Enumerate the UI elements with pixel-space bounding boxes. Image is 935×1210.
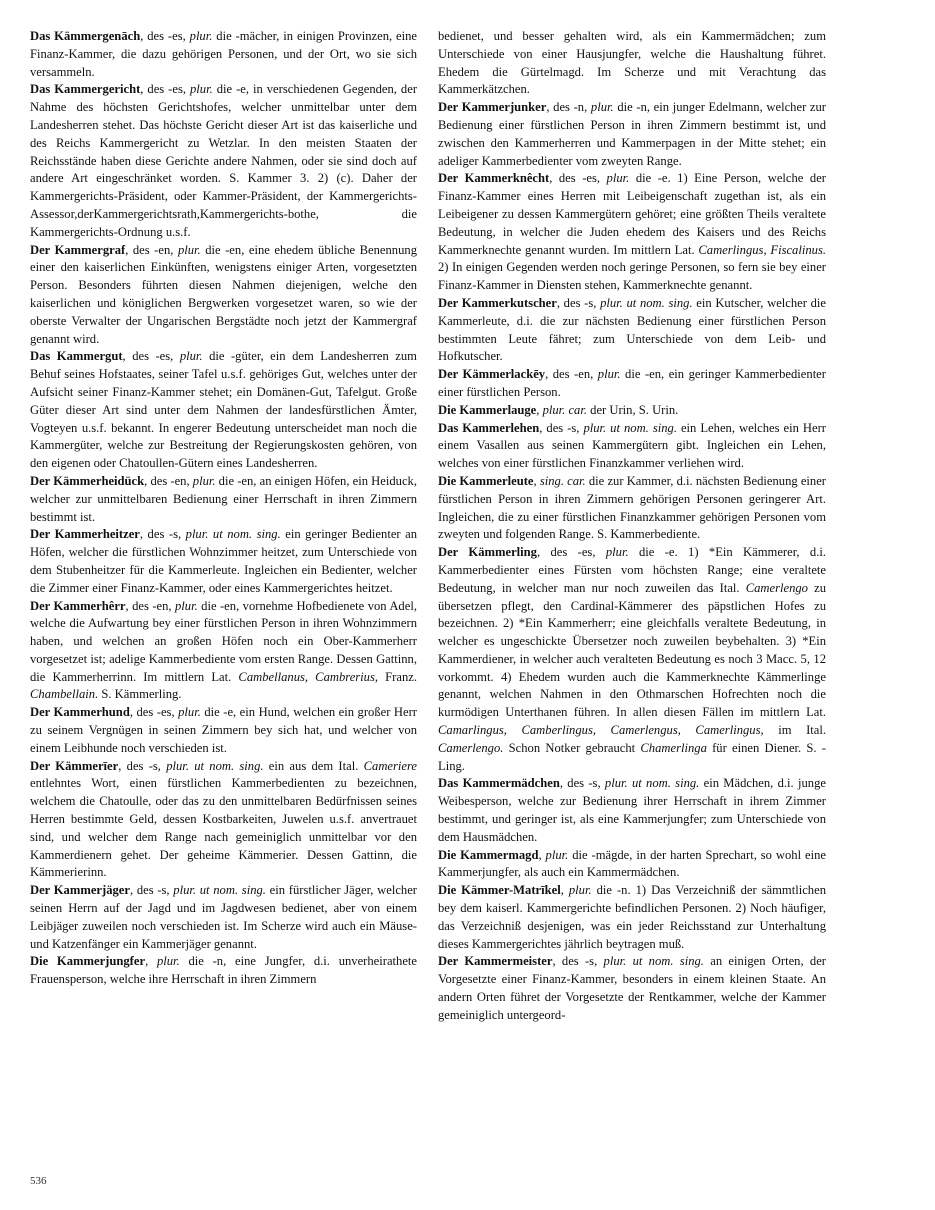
entry-headword: Der Kammergraf <box>30 242 126 257</box>
dictionary-entry <box>438 170 826 295</box>
dictionary-entry <box>438 473 826 544</box>
dictionary-entry <box>30 598 417 705</box>
entry-text: , <box>533 473 540 488</box>
dictionary-entry <box>438 295 826 366</box>
entry-headword: Der Kämmerlackēy <box>438 367 546 382</box>
italic-text: sing. car. <box>539 473 586 488</box>
entry-headword: Das Kammergericht <box>30 82 141 97</box>
left-column <box>30 28 417 989</box>
entry-text: entlehntes Wort, einen fürstlichen Kammerbedienten zu bezeichnen, welchem die Chatoulle, oder das zu den unmittelbaren Bedürfnissen seines Herren bestimmte Geld, dessen Kostbarkeiten, Juwelen u.s.f. anvertrauet sind, und welcher dem Range nach gemeiniglich unmittelbar vor den Kammerdienern gehet. Der geheime Kämmerier. Dessen Gattinn, die Kämmerierinn. <box>30 776 417 880</box>
dictionary-entry <box>438 420 826 473</box>
entry-text: die -e. 1) Eine Person, welche der Finanz-Kammer eines Herren mit Leibeigenschaft zugethan ist, als ein Leibeigener zu dessen Kammergütern gehöret; eine größten Theils veraltete Bedeutung, in welcher die Juden ehedem des Kaisers und des Reichs Kammerknechte genannt wurden. Im mittlern Lat. <box>438 171 826 257</box>
entry-headword: Das Kämmergenāch <box>30 29 141 43</box>
dictionary-entry <box>30 758 417 883</box>
entry-text: , des -en, <box>125 598 175 613</box>
dictionary-entry <box>438 28 826 99</box>
entry-text: , des -en, <box>144 473 193 488</box>
entry-text: die -n, ein junger Edelmann, welcher zur Bedienung einer fürstlichen Person in ihren Zimmern bestimmt ist, und zwischen den Kammerherren und Kammerpagen in der Mitte stehet; ein adeliger Kammerbedienter vom zweyten Range. <box>438 100 827 168</box>
entry-text: ein geringer Bedienter an Höfen, welcher die fürstlichen Wohnzimmer heitzet, zum Unterschiede von dem Stubenheitzer für die Kammerleute. Ingleichen ein Bedienter, welcher die Zimmer einer Finanz-Kammer, oder eines Kammergerichtes heitzet. <box>30 527 418 595</box>
entry-headword: Die Kammermagd <box>438 847 539 862</box>
italic-text: plur. ut nom. sing. <box>583 420 677 435</box>
italic-text: Chambellain. <box>30 687 99 702</box>
dictionary-entry <box>438 953 826 1024</box>
entry-text: , des -es, <box>129 705 179 720</box>
entry-text: , des -s, <box>539 420 584 435</box>
dictionary-entry <box>438 402 826 420</box>
entry-headword: Der Kammerhêrr <box>30 598 126 613</box>
dictionary-entry <box>438 775 826 846</box>
entry-text: die -e, in verschiedenen Gegenden, der Nahme des höchsten Gerichtshofes, welcher unmittelbar unter dem Landesherren stehet. Das höchste Gericht dieser Art ist das kaiserliche und des Reichs Kammergericht zu Wetzlar. In den meisten Staaten der Reichsstände haben diese Gerichte andere Nahmen, oder sie sind doch auf andere Art eingeschränket worden. S. Kammer 3. 2) (c). Daher der Kammergerichts-Präsident, oder Kammer-Präsident, der Kammergerichts-Assessor,derKammergerichtsrath,Kammergerichts-bothe, die Kammergerichts-Ordnung u.s.f. <box>30 82 418 239</box>
italic-text: plur. <box>568 883 592 898</box>
dictionary-entry <box>30 242 417 349</box>
italic-text: plur. car. <box>542 402 588 417</box>
dictionary-entry <box>30 882 417 953</box>
entry-headword: Der Kämmerīer <box>30 758 119 773</box>
entry-headword: Der Kämmerheidück <box>30 473 145 488</box>
dictionary-entry <box>438 544 826 775</box>
entry-text: die -n. 1) Das Verzeichniß der sämmtlichen bey dem kaiserl. Kammergerichte befindlichen Personen. 2) Noch häufiger, das Verzeichniß desjenigen, was ein jeder Reichsstand zur Unterhaltung dieses Kammergerichtes jährlich beytragen muß. <box>438 883 826 951</box>
entry-text: die -mächer, in einigen Provinzen, eine Finanz-Kammer, die dazu gehörigen Personen, und der Ort, wo sie sich versammeln. <box>30 29 417 79</box>
dictionary-entry <box>438 366 826 402</box>
entry-headword: Die Kammerleute <box>438 473 534 488</box>
entry-headword: Der Kämmerling <box>438 545 537 560</box>
entry-headword: Der Kammerjunker <box>438 100 547 115</box>
italic-text: Camerlengo <box>745 580 808 595</box>
entry-text: , des -es, <box>140 82 190 97</box>
entry-text: , <box>536 402 543 417</box>
italic-text: plur. <box>177 242 201 257</box>
italic-text: plur. ut nom. sing. <box>604 776 700 791</box>
entry-text: , des -es, <box>536 545 606 560</box>
italic-text: plur. <box>590 100 614 115</box>
dictionary-entry <box>30 28 417 81</box>
entry-text: ein Kutscher, welcher die Kammerleute, d.i. die zur nächsten Bedienung einer fürstlichen Person bestimmten Leute fähret; zum Unterschiede von dem Leib- und Hofkutscher. <box>438 295 827 364</box>
italic-text: Camerlingus, Fiscalinus. <box>698 242 826 257</box>
entry-text: im Ital. <box>763 723 826 738</box>
dictionary-entry <box>30 953 417 989</box>
entry-text: , des -s, <box>556 295 601 310</box>
entry-text: zu übersetzen pflegt, den Cardinal-Kämmerer des päpstlichen Hofes zu bezeichnen. 2) *Ein Kammerherr; eine gleichfalls veraltete Bedeutung, in welcher es ungeschickte Übersetzer noch zuweilen beybehalten. 3) *Ein Kammerdiener, in welcher auch veralteten Bedeutung es noch 3 Macc. 5, 12 vorkommt. 4) Ehedem wurden auch die Kammerknechte Kämmerlinge genannt, welchen Nahmen in den Othmarschen Hofrechten noch die kurmödigen Unterthanen führen. In allen diesen Fällen im mittlern Lat. <box>438 580 826 720</box>
italic-text: Chamerlinga <box>640 740 707 755</box>
entry-text: , des -n, <box>546 100 591 115</box>
entry-text: Franz. <box>378 669 417 684</box>
entry-headword: Die Kämmer-Matrīkel <box>438 883 561 898</box>
entry-text: die -en, eine ehedem übliche Benennung einer den kaiserlichen Einkünften, wenigstens einiger Arten, vorgesetzten Person. Besonders führten diesen Nahmen diejenigen, welche den kaiserlichen und königlichen Bergwerken vorgesetzet waren, so wie der oberste Verwalter der Ungarischen Bergstädte noch jetzt der Kammergraf genannt wird. <box>30 242 417 346</box>
italic-text: plur. <box>190 82 213 97</box>
entry-headword: Der Kammerhund <box>30 705 130 720</box>
italic-text: Camarlingus, Camberlingus, Camerlengus, Camerlingus, <box>438 723 764 738</box>
entry-headword: Der Kammerjäger <box>30 883 130 898</box>
entry-headword: Die Kammerjungfer <box>30 954 146 969</box>
entry-text: , des -s, <box>139 527 186 542</box>
italic-text: plur. <box>606 171 630 186</box>
entry-text: , <box>538 847 546 862</box>
entry-text: für einen Diener. S. -Ling. <box>438 740 826 773</box>
entry-text: der Urin, S. Urin. <box>587 402 679 417</box>
entry-text: , des -es, <box>122 349 180 364</box>
dictionary-entry <box>30 81 417 241</box>
entry-text: die zur Kammer, d.i. nächsten Bedienung einer fürstlichen Person in ihren Zimmern gehörigen Personen geringerer Art. Ingleichen, die zu einer fürstlichen Finanzkammer gehörigen Personen vom zweyten und folgenden Range. S. Kammerbediente. <box>438 473 827 542</box>
entry-text: Schon Notker gebraucht <box>503 740 641 755</box>
entry-text: , des -en, <box>545 367 598 382</box>
entry-headword: Der Kammerkutscher <box>438 295 557 310</box>
entry-headword: Die Kammerlauge <box>438 402 537 417</box>
entry-headword: Der Kammerknêcht <box>438 171 550 186</box>
entry-text: , des -s, <box>559 776 605 791</box>
entry-text: , <box>560 883 569 898</box>
entry-text: , des -s, <box>118 758 167 773</box>
entry-text: die -en, an einigen Höfen, ein Heiduck, welcher zur unmittelbaren Bedienung einer Herrschaft in ihren Zimmern bestimmt ist. <box>30 473 417 524</box>
italic-text: Camerlengo. <box>438 740 504 755</box>
entry-text: 2) In einigen Gegenden werden noch geringe Personen, so fern sie bey einer Finanz-Kammer in Diensten stehen, Kammerknechte genannt. <box>438 260 826 293</box>
italic-text: plur. <box>178 705 201 720</box>
italic-text: plur. <box>545 847 569 862</box>
italic-text: plur. <box>597 367 621 382</box>
italic-text: plur. <box>189 29 213 43</box>
entry-headword: Der Kammerheitzer <box>30 527 140 542</box>
dictionary-entry <box>438 847 826 883</box>
right-column <box>438 28 826 1025</box>
dictionary-entry <box>30 473 417 526</box>
entry-text: die -e, ein Hund, welchen ein großer Herr zu seinem Vergnügen in seinen Zimmern bey sich hat, und welcher von einem Leibhunde noch verschieden ist. <box>30 705 417 755</box>
italic-text: plur. ut nom. sing. <box>185 527 281 542</box>
entry-text: die -güter, ein dem Landesherren zum Behuf seines Hofstaates, seiner Tafel u.s.f. gehöriges Gut, welches unter der Aufsicht seiner Finanz-Kammer stehet; ein Domänen-Gut, Tafelgut. Große Güter dieser Art sind unter dem Nahmen der landesfürstlichen Ämter, Vogteyen u.s.f. bekannt. In engerer Bedeutung unterscheidet man noch die Kammergüter, welche zur Bestreitung der Regierungskosten gehören, von den eigenen oder Chatoullen-Gütern eines Landesherren. <box>30 349 417 471</box>
dictionary-entry <box>438 99 826 170</box>
entry-text: bedienet, und besser gehalten wird, als ein Kammermädchen; zum Unterschiede von einer Hausjungfer, welche die Haushaltung führet. Ehedem die Gürtelmagd. Im Scherze und mit Verachtung das Kammerkätzchen. <box>438 29 826 97</box>
entry-text: S. Kämmerling. <box>98 687 182 702</box>
entry-text: ein aus dem Ital. <box>263 758 364 773</box>
entry-text: die -e. 1) *Ein Kämmerer, d.i. Kammerbedienter eines Fürsten vom höchsten Range; eine veraltete Bedeutung, in welcher man nur noch zuweilen das Ital. <box>438 545 826 595</box>
italic-text: plur. ut nom. sing. <box>600 295 693 310</box>
italic-text: plur. <box>179 349 203 364</box>
entry-text: , des -es, <box>549 171 607 186</box>
dictionary-entry <box>30 704 417 757</box>
italic-text: Cambellanus, Cambrerius, <box>238 669 379 684</box>
entry-headword: Das Kammerlehen <box>438 420 540 435</box>
italic-text: plur. <box>156 954 180 969</box>
italic-text: plur. ut nom. sing. <box>173 883 266 898</box>
entry-text: die -n, eine Jungfer, d.i. unverheirathete Frauensperson, welche ihre Herrschaft in ihren Zimmern <box>30 954 418 987</box>
italic-text: Cameriere <box>363 758 418 773</box>
entry-text: die -en, ein geringer Kammerbedienter einer fürstlichen Person. <box>438 367 826 399</box>
entry-headword: Das Kammergut <box>30 349 123 364</box>
entry-text: die -en, vornehme Hofbedienete von Adel, welche die Aufwartung bey einer fürstlichen Person in ihren Wohnzimmern haben, und welchen an großen Höfen noch ein Ober-Kammerherr vorgesetzet ist; adelige Kammerbediente vom ersten Range. Dessen Gattinn, die Kammerherrinn. Im mittlern Lat. <box>30 598 417 684</box>
entry-text: , des -s, <box>552 954 604 969</box>
entry-text: die -mägde, in der harten Sprechart, so wohl eine Kammerjungfer, als auch ein Kammermädchen. <box>438 847 826 880</box>
entry-headword: Das Kammermädchen <box>438 776 560 791</box>
entry-text: , des -en, <box>125 242 178 257</box>
italic-text: plur. ut nom. sing. <box>166 758 264 773</box>
entry-text: , <box>145 954 157 969</box>
italic-text: plur. ut nom. sing. <box>603 954 704 969</box>
entry-text: ein fürstlicher Jäger, welcher seinen Herrn auf der Jagd und im Jagdwesen bedienet, aber von einem Leibjäger zuweilen noch verschieden ist. Im Scherze wird auch ein Mäuse- und Katzenfänger ein Kammerjäger genannt. <box>30 883 417 951</box>
entry-text: ein Lehen, welches ein Herr einem Vasallen aus seinen Kammergütern gibt. Ingleichen ein Lehen, welches von einer fürstlichen Finanzkammer verliehen wird. <box>438 420 827 471</box>
page-number: 536 <box>30 1175 47 1187</box>
italic-text: plur. <box>174 598 198 613</box>
entry-text: , des -es, <box>140 29 190 43</box>
dictionary-entry <box>30 526 417 597</box>
entry-text: an einigen Orten, der Vorgesetzte einer Finanz-Kammer, besonders in einem kleinen Staate. An andern Orten führet der Vorgesetzte der Rentkammer, welche der Kammer gemeiniglich untergeord- <box>438 954 827 1022</box>
italic-text: plur. <box>605 545 629 560</box>
entry-text: ein Mädchen, d.i. junge Weibesperson, welche zur Bedienung ihrer Herrschaft in ihrem Zimmer bestimmt, und geringer ist, als eine Kammerjungfer; zum Unterschiede von dem Hausmädchen. <box>438 776 826 844</box>
entry-text: , des -s, <box>129 883 174 898</box>
dictionary-entry <box>438 882 826 953</box>
italic-text: plur. <box>192 473 216 488</box>
entry-headword: Der Kammermeister <box>438 954 553 969</box>
dictionary-entry <box>30 348 417 473</box>
